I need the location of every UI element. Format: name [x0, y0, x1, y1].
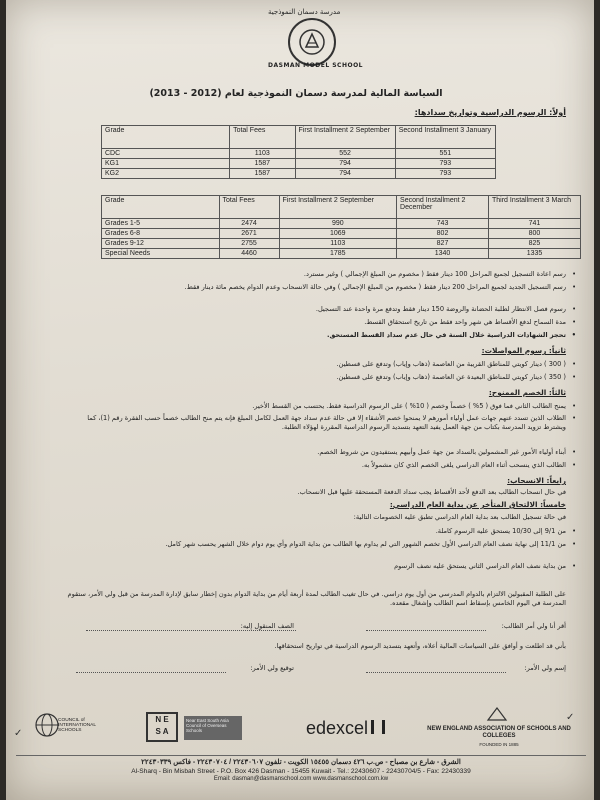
- footer-divider: [16, 755, 586, 756]
- neasc-emblem-icon: [486, 706, 508, 722]
- table-header: Third Installment 3 March: [488, 196, 580, 219]
- list-item: • رسوم فصل الانتظار لطلبة الحضانة والروضة 150 دينار فقط وتدفع مرة واحدة عند التسجيل.: [66, 305, 566, 314]
- list-item: • أبناء أولياء الأمور غير المشمولين بالسداد من جهة عمل وأبيهم يستفيدون من شروط الخصم.: [66, 448, 566, 457]
- table-header-row: [102, 196, 581, 219]
- cell: Special Needs: [102, 249, 220, 259]
- table-header-row: [102, 126, 496, 149]
- cell: 1335: [488, 249, 580, 259]
- list-item: • من 9/1 إلى 10/30 يستحق عليه الرسوم كاملة.: [66, 527, 566, 536]
- cell: 2671: [219, 229, 279, 239]
- cell: Grades 1-5: [102, 219, 220, 229]
- document-sheet: [6, 0, 594, 800]
- cell: 1069: [279, 229, 397, 239]
- edexcel-text: edexcel: [306, 718, 369, 738]
- edexcel-logo: [306, 718, 385, 739]
- cell: 827: [397, 239, 489, 249]
- guardian-field-label: أقر أنا ولي أمر الطالب:: [501, 622, 566, 630]
- cell: 802: [397, 229, 489, 239]
- cell: 1103: [279, 239, 397, 249]
- cell: 552: [295, 149, 395, 159]
- cell: 2474: [219, 219, 279, 229]
- signature-label: توقيع ولي الأمر:: [250, 664, 294, 672]
- edexcel-bars-icon: [371, 720, 385, 734]
- class-field-line[interactable]: [86, 630, 296, 631]
- cell: 743: [397, 219, 489, 229]
- guardian-name-label: إسم ولي الأمر:: [524, 664, 566, 672]
- table-row: [102, 239, 581, 249]
- footer-address-en: Al-Sharq - Bin Misbah Street - P.O. Box 426 Dasman - 15455 Kuwait - Tel.: 22430607 - 22430704/5 - Fax: 22430339: [131, 768, 471, 775]
- section-withdrawal-title: رابعاً: الانسحاب:: [507, 476, 566, 485]
- school-crest-icon: [288, 18, 336, 66]
- list-item: • تحجز الشهادات الدراسية خلال السنة في حال عدم سداد القسط المستحق.: [66, 331, 566, 340]
- cell: 741: [488, 219, 580, 229]
- table-row: [102, 149, 496, 159]
- table-header: Total Fees: [219, 196, 279, 219]
- council-logo: [34, 712, 104, 743]
- table-header: First Installment 2 September: [279, 196, 397, 219]
- cell: 551: [395, 149, 495, 159]
- nesa-icon: N E S A: [146, 712, 178, 742]
- neasc-founded: FOUNDED IN 1885: [479, 742, 519, 747]
- margin-mark: ✓: [14, 728, 23, 739]
- fees-table-grades: [101, 195, 581, 259]
- acknowledge-text: بأني قد اطلعت و أوافق على السياسات المالية أعلاه، وأتعهد بتسديد الرسوم الدراسية في تواريخ استحقاقها.: [274, 642, 566, 650]
- table-row: [102, 219, 581, 229]
- school-name: DASMAN MODEL SCHOOL: [268, 62, 364, 69]
- cell: 793: [395, 169, 495, 179]
- footer-email: Email: dasman@dasmanschool.com www.dasmanschool.com.kw: [213, 776, 389, 782]
- cell: KG1: [102, 159, 230, 169]
- withdrawal-text: في حال انسحاب الطالب بعد الدفع لأحد الأقساط يجب سداد الدفعة المستحقة عليها قبل الانسحاب.: [297, 488, 566, 496]
- guardian-field-line[interactable]: [366, 630, 486, 631]
- cell: 1103: [230, 149, 295, 159]
- neasc-text: NEW ENGLAND ASSOCIATION OF SCHOOLS AND COLLEGES: [427, 726, 571, 739]
- table-header: Total Fees: [230, 126, 295, 149]
- cell: 793: [395, 159, 495, 169]
- cell: 1785: [279, 249, 397, 259]
- page-title: السياسة المالية لمدرسة دسمان النموذجية لعام (2012 - 2013): [149, 88, 443, 99]
- guardian-name-line[interactable]: [366, 672, 506, 673]
- footer: [16, 758, 586, 782]
- list-item: • ( 300 ) دينار كويتي للمناطق القريبة من العاصمة (ذهاب وإياب) وتدفع على قسطين.: [66, 360, 566, 369]
- table-header: Second Installment 3 January: [395, 126, 495, 149]
- section-fees-title: أولاً: الرسوم الدراسية وتواريخ سدادها:: [414, 108, 566, 117]
- cell: CDC: [102, 149, 230, 159]
- cell: 794: [295, 169, 395, 179]
- table-header: Second Installment 2 December: [397, 196, 489, 219]
- class-field-label: الصف المنقول إليه:: [240, 622, 294, 630]
- list-item: • الطالب الذي ينسحب أثناء العام الدراسي يلغى الخصم الذي كان مشمولاً به.: [66, 461, 566, 470]
- nesa-text: Near East South Asia Council of Overseas Schools: [184, 716, 242, 740]
- list-item: • من بداية نصف العام الدراسي الثاني يستحق عليه نصف الرسوم: [66, 562, 566, 571]
- table-header: Grade: [102, 126, 230, 149]
- crest-shape: [297, 27, 327, 57]
- footer-address-ar: الشرق - شارع بن مصباح - ص.ب ٤٢٦ دسمان ١٥٤٥٥ الكويت - تلفون ٢٢٤٣٠٦٠٧ / ٢٢٤٣٠٧٠٤ - فاكس ٢٢٤٣٠٣٣٩: [141, 759, 461, 766]
- cell: 4460: [219, 249, 279, 259]
- accreditation-logos: [6, 706, 594, 756]
- section-transport-title: ثانياً: رسوم المواصلات:: [481, 346, 566, 355]
- list-item: • رسم التسجيل الجديد لجميع المراحل 200 دينار فقط ( مخصوم من المبلغ الإجمالي ) وفي حالة الانسحاب وعدم الدوام يخصم مائة دينار فقط.: [66, 283, 566, 292]
- cell: 825: [488, 239, 580, 249]
- table-row: [102, 229, 581, 239]
- fees-table-kg: [101, 125, 496, 179]
- cell: 1587: [230, 169, 295, 179]
- list-item: • مدة السماح لدفع الأقساط هي شهر واحد فقط من تاريخ استحقاق القسط.: [66, 318, 566, 327]
- closing-text: على الطلبة المقبولين الالتزام بالدوام المدرسي من أول يوم دراسي. في حال تغيب الطالب لمدة أربعة أيام من بداية الدوام بدون إخطار سابق لإدارة المدرسة من قبل ولي الأمر، ستقوم المدرسة في اليوم الخامس بإسقاط اسم الطالب وإشغال مقعده.: [67, 590, 566, 607]
- council-globe-icon: [34, 712, 60, 738]
- late-intro-text: في حالة تسجيل الطالب بعد بداية العام الدراسي تطبق عليه الخصومات التالية:: [353, 513, 566, 521]
- table-header: First Installment 2 September: [295, 126, 395, 149]
- signature-line[interactable]: [76, 672, 226, 673]
- cell: 794: [295, 159, 395, 169]
- cell: Grades 6-8: [102, 229, 220, 239]
- cell: KG2: [102, 169, 230, 179]
- list-item: • رسم اعادة التسجيل لجميع المراحل 100 دينار فقط ( مخصوم من المبلغ الإجمالي ) وغير مسترد.: [66, 270, 566, 279]
- cell: Grades 9-12: [102, 239, 220, 249]
- table-row: [102, 249, 581, 259]
- council-text: COUNCIL of INTERNATIONAL SCHOOLS: [58, 718, 96, 733]
- section-discount-title: ثالثاً: الخصم الممنوح:: [488, 388, 566, 397]
- cell: 1340: [397, 249, 489, 259]
- table-row: [102, 169, 496, 179]
- section-late-title: خامساً: الالتحاق المتأخر عن بداية العام الدراسي:: [389, 500, 566, 509]
- table-row: [102, 159, 496, 169]
- logo-arabic-text: مدرسة دسمان النموذجية: [268, 8, 341, 16]
- table-header: Grade: [102, 196, 220, 219]
- list-item: • يمنح الطالب الثاني فما فوق ( 5% ) خصماً وخصم ( 10% ) على الرسوم الدراسية فقط. يحتسب من القسط الأخير.: [66, 402, 566, 411]
- list-item: • من 11/1 إلى نهاية نصف العام الدراسي الأول تخصم الشهور التي لم يداوم بها الطالب من بداية الدوام وأي يوم دوام خلال الشهر يحسب شهر كامل.: [66, 540, 566, 549]
- cell: 1587: [230, 159, 295, 169]
- cell: 2755: [219, 239, 279, 249]
- cell: 990: [279, 219, 397, 229]
- margin-mark: ✓: [566, 712, 575, 723]
- list-item: • الطلاب الذين تسدد عنهم جهات عمل أولياء أمورهم لا يمنحوا خصم الأشقاء إلا في حالة عدم سداد جهة العمل لكامل المبلغ فإنه يتم منح الطالب خصماً حسب الفقرة رقم (1)، كما ويشترط تزويد المدرسة بكتاب من جهة العمل يفيد التعهد بتسديد الرسوم الدراسية المقررة لهؤلاء الطلبة.: [66, 414, 566, 432]
- list-item: • ( 350 ) دينار كويتي للمناطق البعيدة عن العاصمة (ذهاب وإياب) وتدفع على قسطين.: [66, 373, 566, 382]
- cell: 800: [488, 229, 580, 239]
